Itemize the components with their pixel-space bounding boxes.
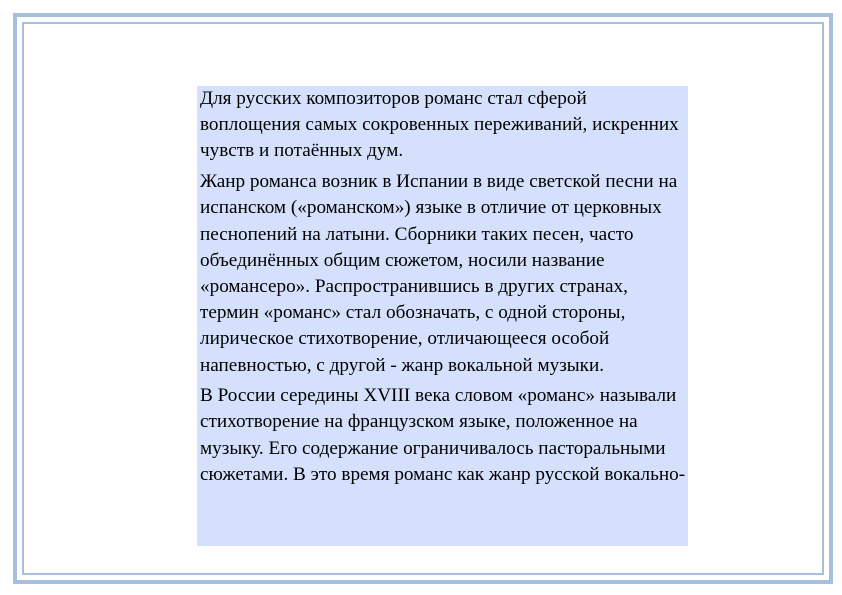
paragraph-origin: Жанр романса возник в Испании в виде светской песни на испанском («романском») языке в отличие от церковных песнопений на латыни. Сборники таких песен, часто объединённых общим сюжетом, носили название «романсеро». Распространившись в других странах, термин «романс» стал обозначать, с одной стороны, лирическое стихотворение, отличающееся особой напевностью, с другой - жанр вокальной музыки. bbox=[200, 171, 678, 376]
paragraph-intro: Для русских композиторов романс стал сферой воплощения самых сокровенных переживаний, искренних чувств и потаённых дум. bbox=[200, 88, 679, 162]
paragraph-russia: В России середины XVIII века словом «романс» называли стихотворение на французском языке, положенное на музыку. Его содержание ограничивалось пасторальными сюжетами. В это время романс как жанр русской вокально- bbox=[200, 385, 686, 485]
text-box[interactable] bbox=[197, 86, 688, 546]
